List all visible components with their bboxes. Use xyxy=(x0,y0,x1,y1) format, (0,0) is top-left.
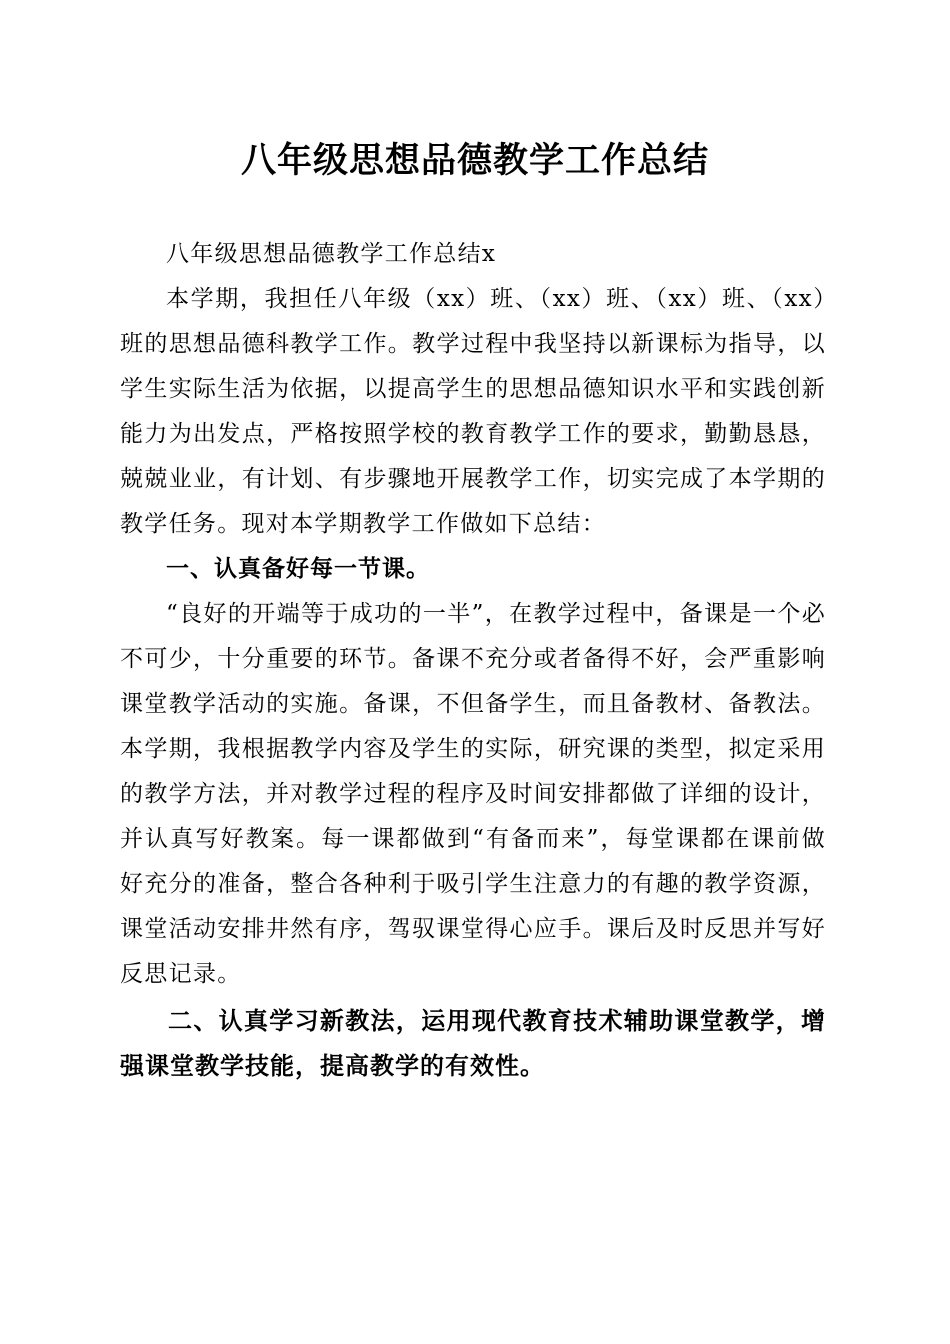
intro-paragraph: 本学期，我担任八年级（xx）班、（xx）班、（xx）班、（xx）班的思想品德科教学工作。教学过程中我坚持以新课标为指导，以学生实际生活为依据，以提高学生的思想品德知识水平和实践创新能力为出发点，严格按照学校的教育教学工作的要求，勤勤恳恳，兢兢业业，有计划、有步骤地开展教学工作，切实完成了本学期的教学任务。现对本学期教学工作做如下总结： xyxy=(120,286,826,537)
document-subtitle: 八年级思想品德教学工作总结x xyxy=(166,241,497,267)
section-1-paragraph: “良好的开端等于成功的一半”，在教学过程中，备课是一个必不可少，十分重要的环节。备课不充分或者备得不好，会严重影响课堂教学活动的实施。备课，不但备学生，而且备教材、备教法。本学期，我根据教学内容及学生的实际，研究课的类型，拟定采用的教学方法，并对教学过程的程序及时间安排都做了详细的设计，并认真写好教案。每一课都做到“有备而来”，每堂课都在课前做好充分的准备，整合各种利于吸引学生注意力的有趣的教学资源，课堂活动安排井然有序，驾驭课堂得心应手。课后及时反思并写好反思记录。 xyxy=(120,601,826,987)
document-body xyxy=(120,232,826,1089)
document-title: 八年级思想品德教学工作总结 xyxy=(240,140,709,181)
section-2-heading: 二、认真学习新教法，运用现代教育技术辅助课堂教学，增强课堂教学技能，提高教学的有效性。 xyxy=(120,1007,826,1080)
section-1-heading: 一、认真备好每一节课。 xyxy=(166,556,430,582)
